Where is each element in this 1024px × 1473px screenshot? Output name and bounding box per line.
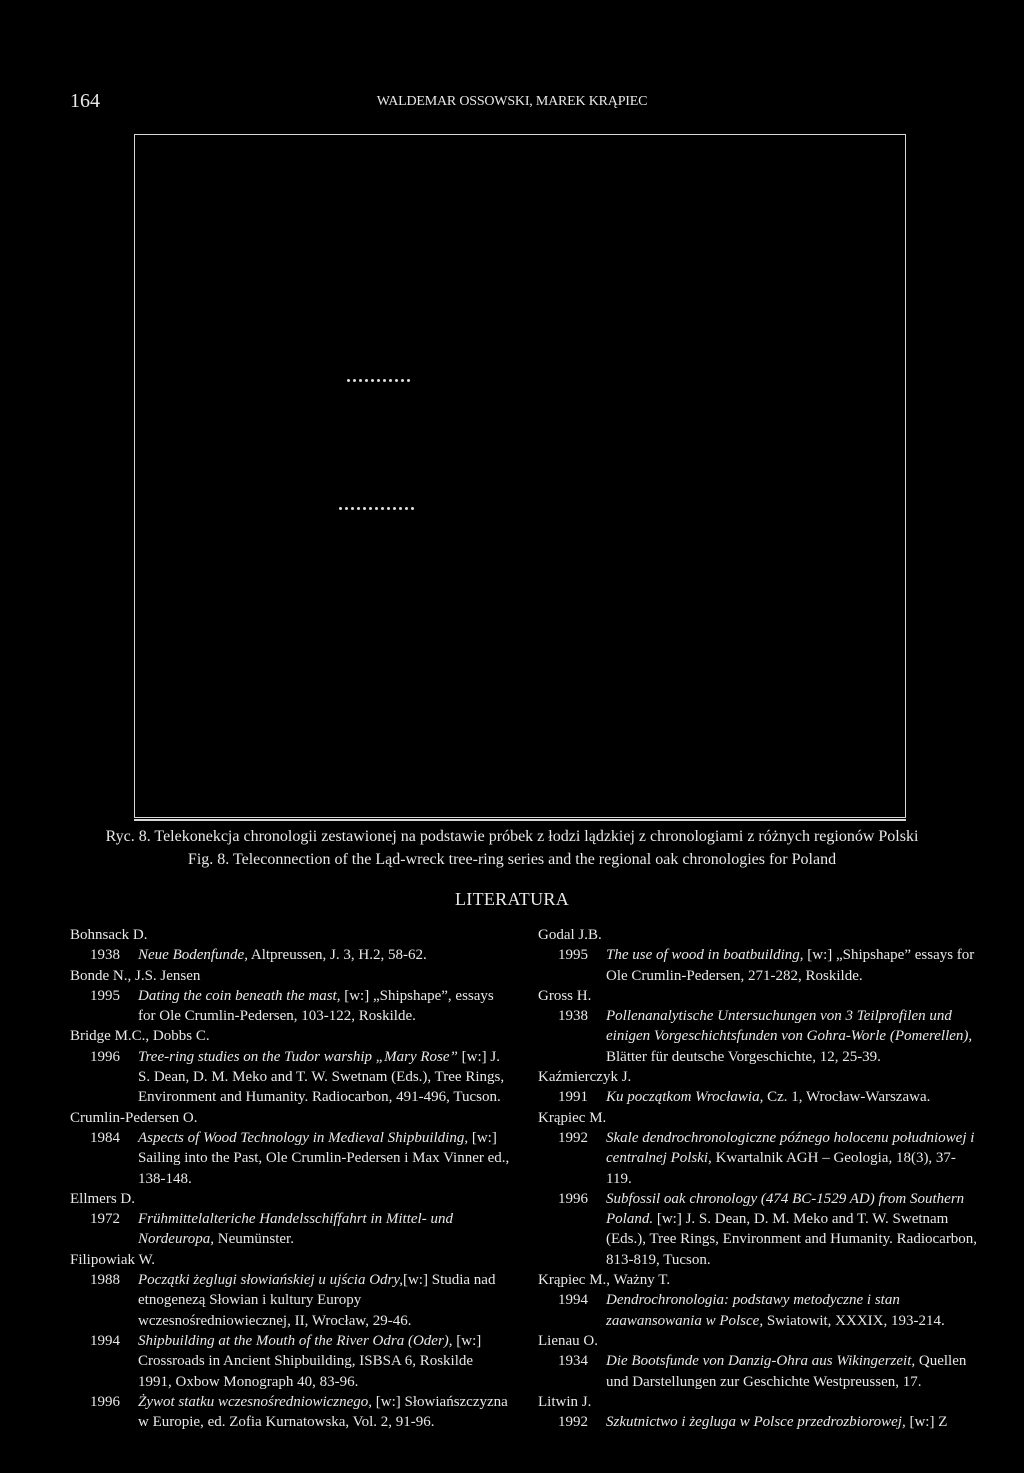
reference-title: Die Bootsfunde von Danzig-Ohra aus Wikingerzeit, <box>606 1353 916 1370</box>
reference-title: Shipbuilding at the Mouth of the River Odra (Oder), <box>138 1332 453 1349</box>
reference-title: Pollenanalytische Untersuchungen von 3 Teilprofilen und einigen Vorgeschichtsfunden von Gohra-Worle (Pomerellen), <box>606 1008 973 1045</box>
reference-details: [w:] Studia nad etnogenezą Słowian i kultury Europy wczesnośredniowiecznej, II, Wrocław, 29-46. <box>138 1272 496 1329</box>
reference-item <box>538 1087 978 1107</box>
reference-year: 1938 <box>90 947 120 964</box>
reference-item <box>538 1351 978 1392</box>
reference-title: Żywot statku wczesnośredniowicznego, <box>138 1393 373 1410</box>
reference-item <box>70 1128 510 1189</box>
reference-author: Crumlin-Pedersen O. <box>70 1109 198 1126</box>
reference-year: 1984 <box>90 1129 120 1146</box>
reference-item <box>538 1412 978 1432</box>
reference-title: Początki żeglugi słowiańskiej u ujścia Odry, <box>138 1272 403 1289</box>
reference-author: Filipowiak W. <box>70 1251 156 1268</box>
reference-author: Bohnsack D. <box>70 927 148 943</box>
reference-year: 1938 <box>558 1008 588 1025</box>
reference-item <box>70 986 510 1027</box>
reference-details: Blätter für deutsche Vorgeschichte, 12, 25-39. <box>606 1048 881 1065</box>
reference-item <box>70 1047 510 1108</box>
references-left-column <box>70 925 510 1432</box>
reference-title: Dendrochronologia: podstawy metodyczne i stan zaawansowania w Polsce, <box>606 1292 900 1329</box>
reference-details: [w:] Crossroads in Ancient Shipbuilding, ISBSA 6, Roskilde 1991, Oxbow Monograph 40, 83-96. <box>138 1332 482 1390</box>
reference-item <box>538 945 978 986</box>
reference-year: 1991 <box>558 1089 588 1106</box>
reference-details: Altpreussen, J. 3, H.2, 58-62. <box>247 947 427 964</box>
reference-title: Aspects of Wood Technology in Medieval Shipbuilding, <box>138 1129 469 1146</box>
reference-title: Frühmittelalteriche Handelsschiffahrt in Mittel- und Nordeuropa, <box>138 1211 453 1248</box>
reference-author: Litwin J. <box>538 1393 592 1410</box>
reference-year: 1996 <box>90 1393 120 1410</box>
reference-item <box>70 1392 510 1433</box>
reference-details: Swiatowit, XXXIX, 193-214. <box>763 1312 945 1329</box>
reference-year: 1992 <box>558 1414 588 1431</box>
page-header <box>70 90 954 114</box>
page-number: 164 <box>70 90 100 112</box>
reference-year: 1996 <box>90 1048 120 1065</box>
reference-year: 1996 <box>558 1190 588 1207</box>
reference-year: 1992 <box>558 1129 588 1146</box>
reference-year: 1994 <box>90 1332 120 1349</box>
figure-caption-pl: Ryc. 8. Telekonekcja chronologii zestawionej na podstawie próbek z łodzi lądzkiej z chronologiami z różnych regionów Polski <box>105 828 919 845</box>
reference-author: Bridge M.C., Dobbs C. <box>70 1028 210 1045</box>
reference-title: Skale dendrochronologiczne późnego holocenu południowej i centralnej Polski, <box>606 1129 975 1167</box>
reference-author: Lienau O. <box>538 1332 598 1349</box>
references-right-column <box>538 925 978 1432</box>
reference-author: Gross H. <box>538 987 592 1004</box>
reference-author: Krąpiec M., Ważny T. <box>538 1272 671 1289</box>
reference-year: 1988 <box>90 1272 120 1289</box>
reference-author: Ellmers D. <box>70 1190 135 1207</box>
reference-title: Ku początkom Wrocławia, <box>606 1089 764 1106</box>
reference-details: Cz. 1, Wrocław-Warszawa. <box>763 1089 931 1106</box>
reference-details: [w:] J. S. Dean, D. M. Meko and T. W. Swetnam (Eds.), Tree Rings, Environment and Humanity. Radiocarbon, 491-496, Tucson. <box>138 1048 505 1106</box>
running-head: WALDEMAR OSSOWSKI, MAREK KRĄPIEC <box>376 94 648 109</box>
reference-year: 1994 <box>558 1292 588 1309</box>
reference-item <box>538 1006 978 1067</box>
reference-title: Dating the coin beneath the mast, <box>138 987 341 1004</box>
reference-item <box>70 1209 510 1250</box>
reference-item <box>70 1270 510 1331</box>
reference-details: [w:] Słowiańszczyzna w Europie, ed. Zofia Kurnatowska, Vol. 2, 91-96. <box>138 1393 508 1431</box>
reference-details: [w:] Z <box>905 1414 948 1431</box>
figure-dots-bottom <box>339 497 417 515</box>
reference-year: 1995 <box>558 947 588 964</box>
reference-year: 1972 <box>90 1211 120 1228</box>
reference-details: Kwartalnik AGH – Geologia, 18(3), 37-119. <box>606 1150 956 1187</box>
reference-title: Szkutnictwo i żegluga w Polsce przedrozbiorowej, <box>606 1414 906 1431</box>
figure-dots-top <box>347 369 413 387</box>
reference-year: 1995 <box>90 987 120 1004</box>
reference-details: [w:] Sailing into the Past, Ole Crumlin-Pedersen i Max Vinner ed., 138-148. <box>138 1129 510 1187</box>
reference-item <box>70 1331 510 1392</box>
reference-author: Kaźmierczyk J. <box>538 1069 632 1086</box>
reference-title: Neue Bodenfunde, <box>138 947 248 964</box>
figure-caption-en: Fig. 8. Teleconnection of the Ląd-wreck tree-ring series and the regional oak chronologies for Poland <box>187 851 837 868</box>
reference-author: Bonde N., J.S. Jensen <box>70 967 201 984</box>
reference-title: The use of wood in boatbuilding, <box>606 947 804 964</box>
figure-frame <box>134 134 906 818</box>
reference-author: Krąpiec M. <box>538 1109 607 1126</box>
figure-bottom-rule <box>134 819 906 821</box>
reference-author: Godal J.B. <box>538 927 602 943</box>
reference-item <box>538 1189 978 1270</box>
section-title: LITERATURA <box>455 889 569 909</box>
reference-year: 1934 <box>558 1353 588 1370</box>
reference-item <box>70 945 510 965</box>
reference-details: [w:] J. S. Dean, D. M. Meko and T. W. Swetnam (Eds.), Tree Rings, Environment and Humanity. Radiocarbon, 813-819, Tucson. <box>606 1211 978 1268</box>
reference-details: Quellen und Darstellungen zur Geschichte Westpreussen, 17. <box>606 1353 967 1390</box>
reference-title: Subfossil oak chronology (474 BC-1529 AD) from Southern Poland. <box>606 1190 965 1228</box>
reference-details: Neumünster. <box>213 1231 294 1248</box>
reference-item <box>538 1290 978 1331</box>
reference-details: [w:] „Shipshape”, essays for Ole Crumlin-Pedersen, 103-122, Roskilde. <box>138 987 494 1025</box>
reference-title: Tree-ring studies on the Tudor warship „Mary Rose” <box>138 1048 458 1065</box>
reference-details: [w:] „Shipshape” essays for Ole Crumlin-Pedersen, 271-282, Roskilde. <box>606 947 975 984</box>
reference-item <box>538 1128 978 1189</box>
